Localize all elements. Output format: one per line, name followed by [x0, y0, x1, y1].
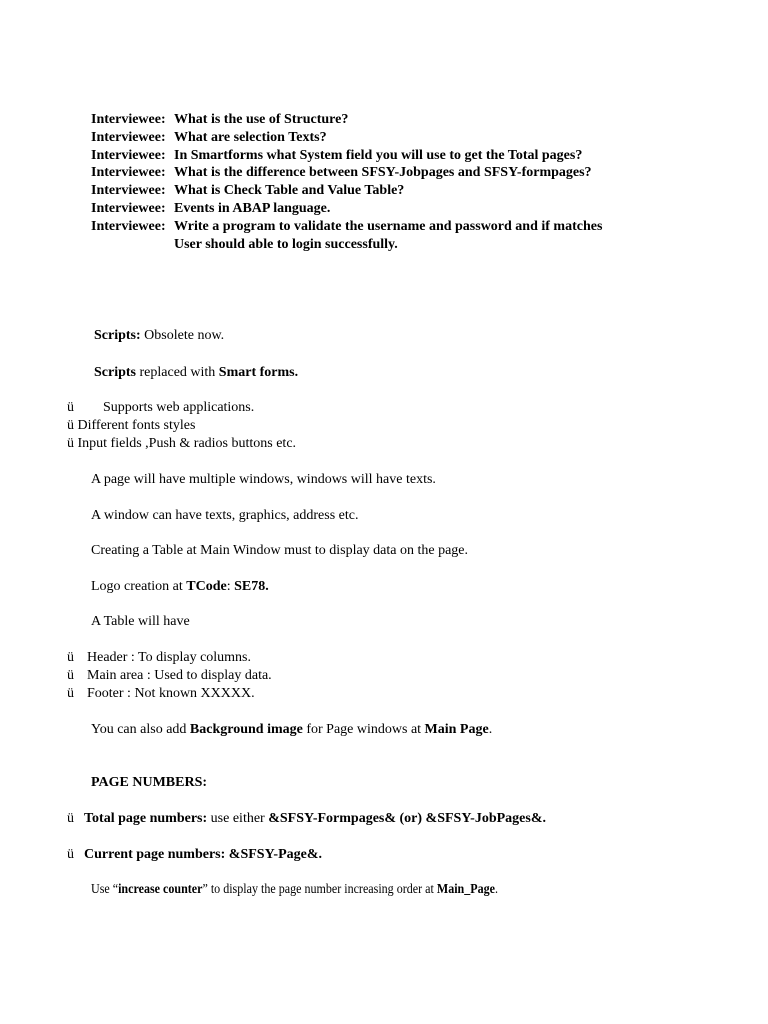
question-line-5	[91, 182, 404, 200]
replaced-with-text: replaced with	[136, 365, 219, 380]
total-pages-label: Total page numbers:	[84, 811, 208, 826]
table-part-text: Footer : Not known XXXXX.	[87, 686, 255, 701]
tcode-value: SE78.	[234, 579, 269, 594]
total-pages-text: use either	[207, 811, 269, 826]
feature-item-1	[67, 399, 254, 417]
bullet-icon: ü	[67, 418, 74, 433]
question-label: Interviewee:	[91, 112, 166, 127]
question-label: Interviewee:	[91, 130, 166, 145]
question-label: Interviewee:	[91, 219, 166, 234]
current-page-numbers-item	[67, 846, 322, 864]
scripts-label: Scripts:	[94, 328, 141, 343]
bullet-icon: ü	[67, 811, 74, 826]
logo-colon: :	[226, 579, 235, 594]
feature-text: Different fonts styles	[77, 418, 196, 433]
para-table-main-window: Creating a Table at Main Window must to display data on the page.	[91, 543, 469, 558]
counter-text-1: Use “	[91, 882, 119, 897]
para-windows: A page will have multiple windows, windows will have texts.	[91, 472, 436, 487]
table-part-text: Header : To display columns.	[87, 650, 252, 665]
question-text: What is the use of Structure?	[174, 112, 349, 127]
question-text: Events in ABAP language.	[174, 201, 331, 216]
question-label: Interviewee:	[91, 165, 166, 180]
question-line-6	[91, 200, 330, 218]
question-continuation: User should able to login successfully.	[174, 237, 398, 252]
para-logo-creation	[91, 578, 269, 596]
question-line-2	[91, 129, 327, 147]
total-page-numbers-item	[67, 810, 546, 828]
bullet-icon: ü	[67, 650, 74, 665]
background-text-3: .	[488, 722, 493, 737]
question-label: Interviewee:	[91, 201, 166, 216]
background-text-1: You can also add	[91, 722, 190, 737]
table-intro: A Table will have	[91, 614, 190, 629]
bullet-icon: ü	[67, 847, 74, 862]
table-part-text: Main area : Used to display data.	[87, 668, 272, 683]
background-text-2: for Page windows at	[302, 722, 425, 737]
para-background-image	[91, 721, 492, 739]
feature-text: Input fields ,Push & radios buttons etc.	[77, 436, 297, 451]
para-increase-counter	[91, 881, 564, 899]
main-page-term: Main Page	[424, 722, 489, 737]
total-pages-fields: &SFSY-Formpages& (or) &SFSY-JobPages&.	[268, 811, 546, 826]
background-image-term: Background image	[189, 722, 303, 737]
question-line-1	[91, 111, 348, 129]
feature-item-3	[67, 435, 296, 453]
question-text: What is the difference between SFSY-Jobpages and SFSY-formpages?	[174, 165, 592, 180]
question-line-7	[91, 218, 602, 236]
current-page-label: Current page numbers: &SFSY-Page&.	[84, 847, 322, 862]
bullet-icon: ü	[67, 686, 74, 701]
question-text: Write a program to validate the username and password and if matches	[174, 219, 603, 234]
scripts-word: Scripts	[94, 365, 136, 380]
counter-text-3: .	[495, 882, 499, 897]
para-window-contents: A window can have texts, graphics, address etc.	[91, 508, 359, 523]
smart-forms-word: Smart forms.	[218, 365, 299, 380]
scripts-replaced-line	[94, 364, 298, 382]
question-label: Interviewee:	[91, 183, 166, 198]
scripts-obsolete-text: Obsolete now.	[140, 328, 225, 343]
tcode-label: TCode	[186, 579, 227, 594]
question-label: Interviewee:	[91, 148, 166, 163]
page-numbers-heading: PAGE NUMBERS:	[91, 775, 208, 790]
scripts-obsolete-line	[94, 327, 224, 345]
bullet-icon: ü	[67, 668, 74, 683]
bullet-icon: ü	[67, 436, 74, 451]
question-line-3	[91, 147, 582, 165]
feature-text: Supports web applications.	[103, 400, 255, 415]
counter-text-2: ” to display the page number increasing order at	[202, 882, 437, 897]
question-text: What is Check Table and Value Table?	[174, 183, 405, 198]
main-page-term: Main_Page	[436, 882, 496, 897]
increase-counter-term: increase counter	[118, 882, 203, 897]
bullet-icon: ü	[67, 400, 74, 415]
table-part-3	[67, 685, 255, 703]
table-part-1	[67, 649, 251, 667]
logo-text: Logo creation at	[91, 579, 187, 594]
question-text: In Smartforms what System field you will use to get the Total pages?	[174, 148, 583, 163]
table-part-2	[67, 667, 272, 685]
question-line-4	[91, 164, 592, 182]
feature-item-2	[67, 417, 195, 435]
question-text: What are selection Texts?	[174, 130, 327, 145]
